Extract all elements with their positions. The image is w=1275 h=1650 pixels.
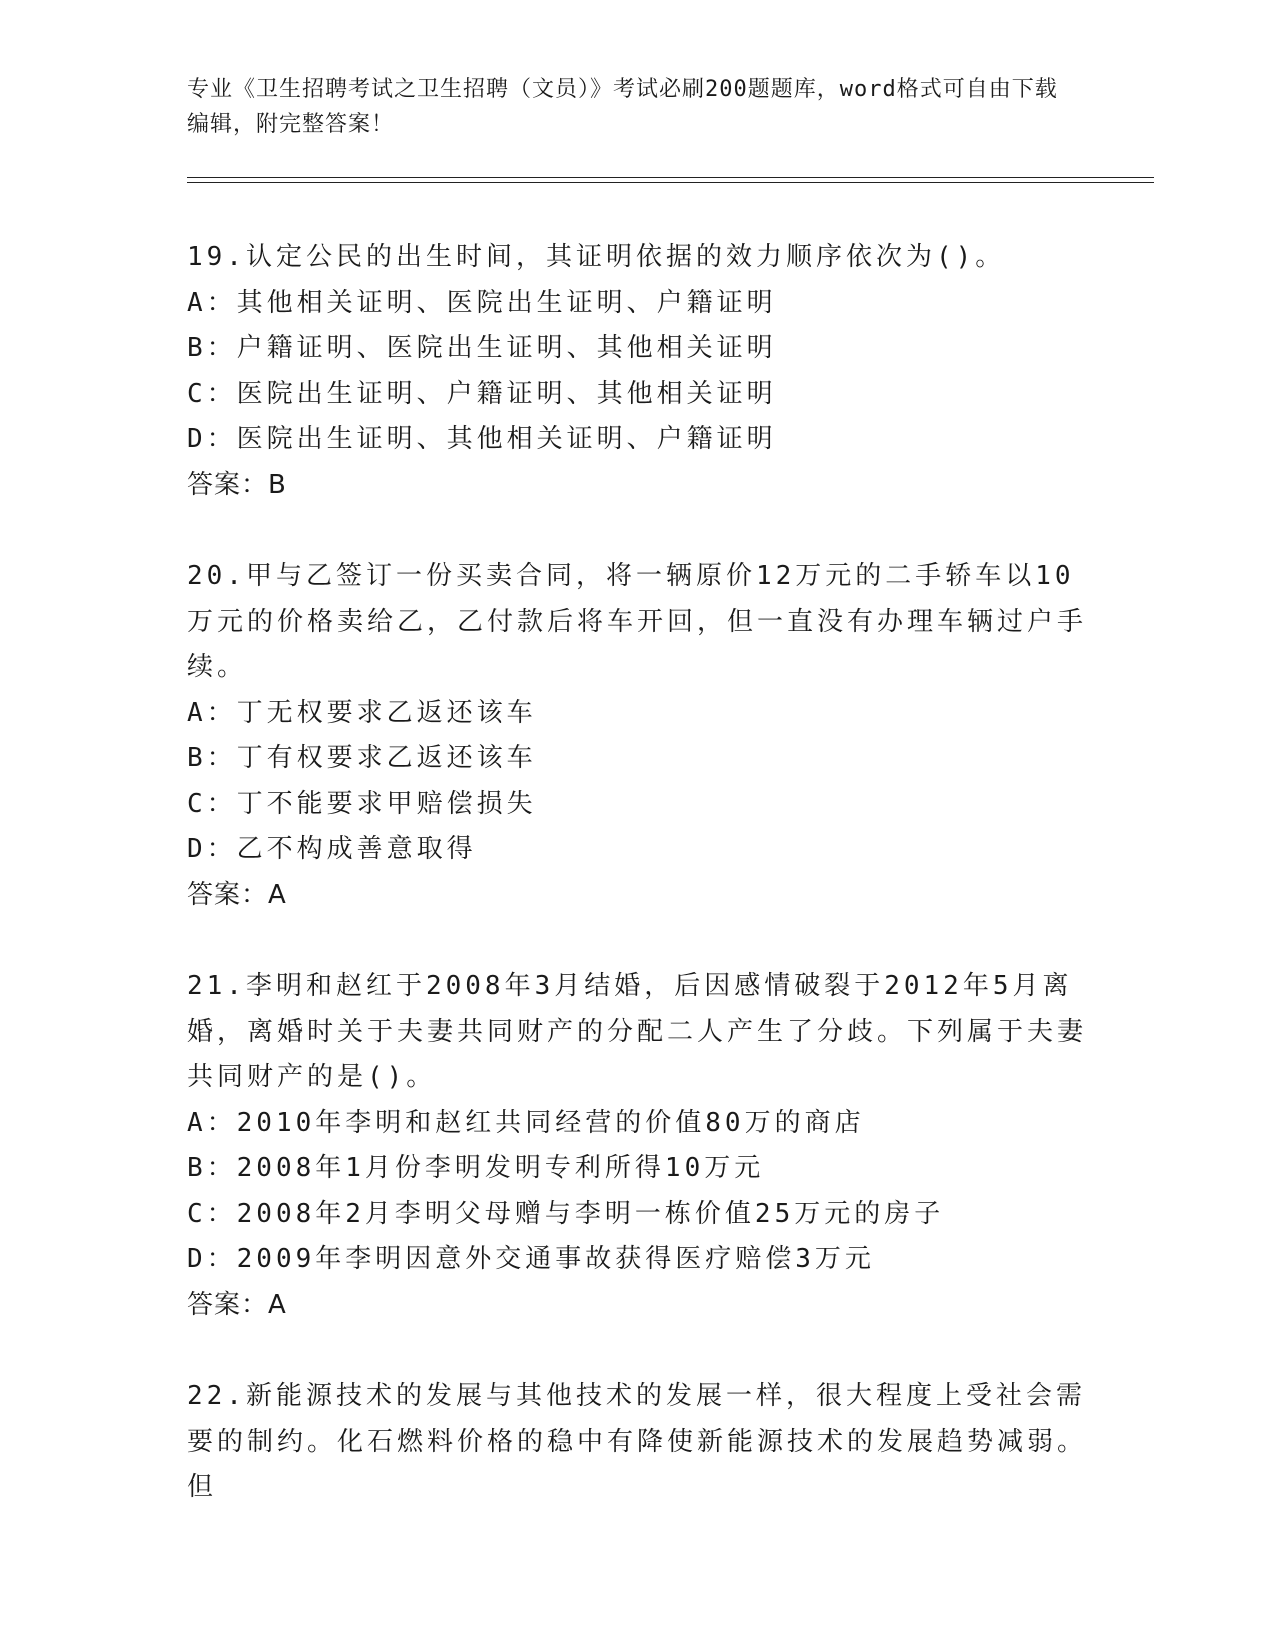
answer-line: 答案：B <box>187 469 287 500</box>
answer-line: 答案：A <box>187 879 287 910</box>
question-21 <box>187 964 1087 1328</box>
question-19 <box>187 235 1087 508</box>
question-text: 21.李明和赵红于2008年3月结婚，后因感情破裂于2012年5月离婚，离婚时关于夫妻共同财产的分配二人产生了分歧。下列属于夫妻共同财产的是()。 <box>187 971 1088 1092</box>
option-b: B：丁有权要求乙返还该车 <box>187 743 537 773</box>
header-rule-top <box>187 177 1154 178</box>
question-text: 19.认定公民的出生时间，其证明依据的效力顺序依次为()。 <box>187 242 1006 272</box>
option-b: B：2008年1月份李明发明专利所得10万元 <box>187 1153 765 1183</box>
option-b: B：户籍证明、医院出生证明、其他相关证明 <box>187 333 777 363</box>
option-a: A：丁无权要求乙返还该车 <box>187 697 537 728</box>
document-header: 专业《卫生招聘考试之卫生招聘（文员）》考试必刷200题题库，word格式可自由下载编辑，附完整答案！ <box>187 77 1058 137</box>
option-a: A：2010年李明和赵红共同经营的价值80万的商店 <box>187 1107 865 1138</box>
option-c: C：医院出生证明、户籍证明、其他相关证明 <box>187 378 777 409</box>
question-list <box>187 235 1087 1557</box>
option-c: C：丁不能要求甲赔偿损失 <box>187 788 537 819</box>
option-d: D：乙不构成善意取得 <box>187 834 477 864</box>
option-d: D：医院出生证明、其他相关证明、户籍证明 <box>187 424 777 454</box>
question-text: 20.甲与乙签订一份买卖合同，将一辆原价12万元的二手轿车以10万元的价格卖给乙，乙付款后将车开回，但一直没有办理车辆过户手续。 <box>187 561 1088 682</box>
question-text: 22.新能源技术的发展与其他技术的发展一样，很大程度上受社会需要的制约。化石燃料价格的稳中有降使新能源技术的发展趋势减弱。但 <box>187 1381 1088 1502</box>
option-c: C：2008年2月李明父母赠与李明一栋价值25万元的房子 <box>187 1198 945 1229</box>
question-22 <box>187 1374 1087 1511</box>
option-a: A：其他相关证明、医院出生证明、户籍证明 <box>187 287 777 318</box>
answer-line: 答案：A <box>187 1289 287 1320</box>
question-20 <box>187 554 1087 918</box>
option-d: D：2009年李明因意外交通事故获得医疗赔偿3万元 <box>187 1244 875 1274</box>
header-rule-bottom <box>187 182 1154 183</box>
